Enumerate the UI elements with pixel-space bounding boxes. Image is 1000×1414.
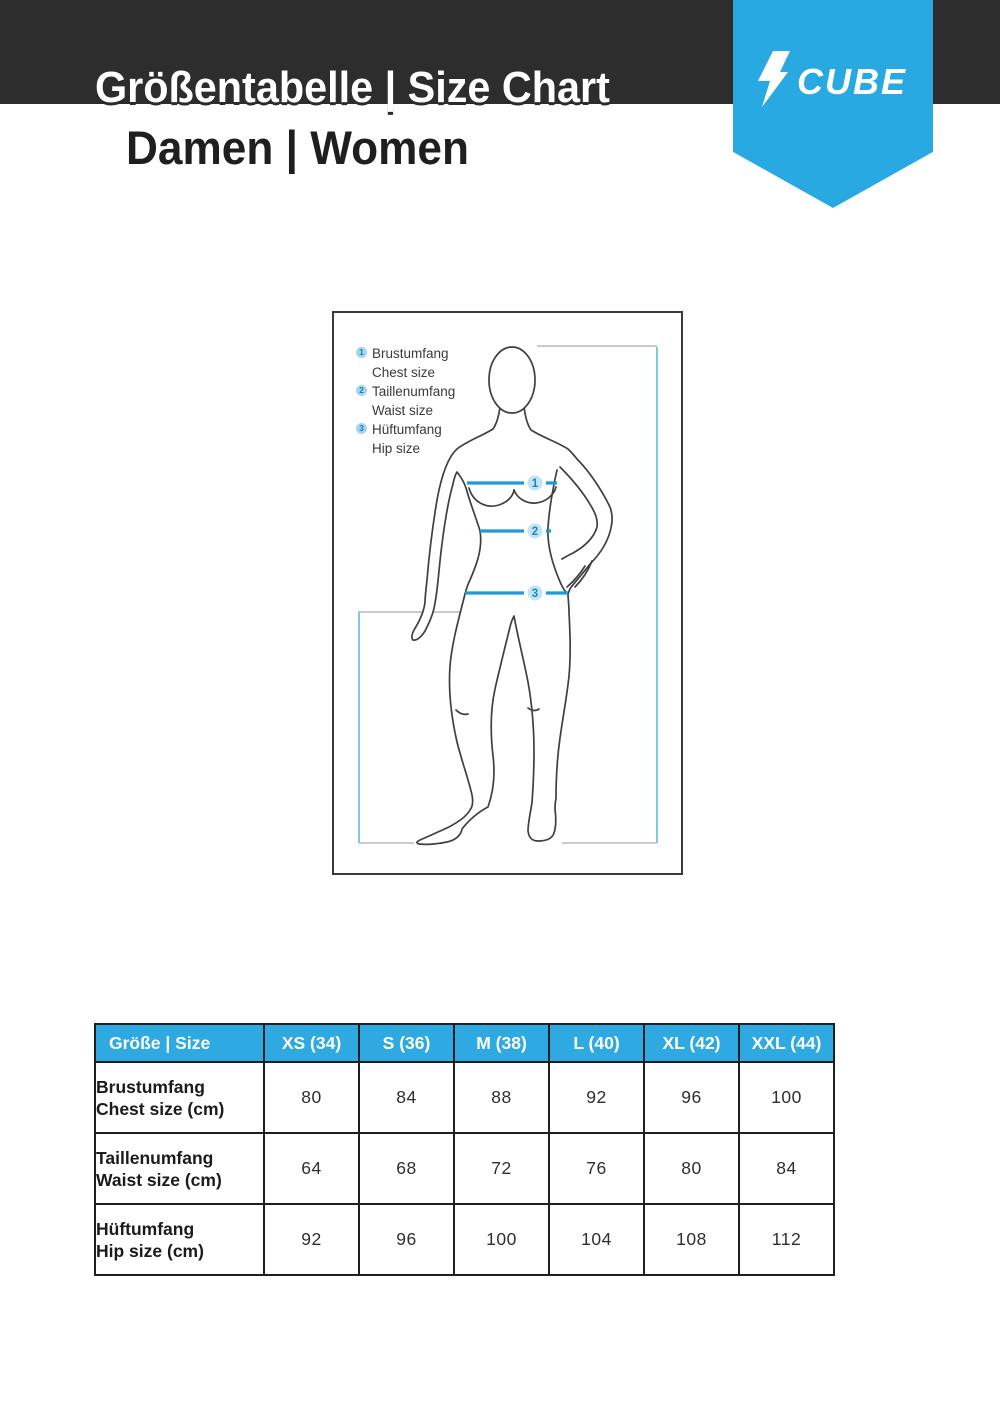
table-row-waist — [95, 1133, 834, 1204]
header-cell-size-label: Größe | Size — [95, 1024, 264, 1062]
legend-label-de: Brustumfang — [372, 346, 449, 361]
chest-marker-number: 1 — [531, 478, 539, 490]
cell-chest-xxl: 100 — [739, 1062, 834, 1133]
page-title: Größentabelle | Size Chart — [95, 63, 610, 112]
cube-logo — [755, 50, 911, 108]
cell-hip-m: 100 — [454, 1204, 549, 1275]
cell-chest-l: 92 — [549, 1062, 644, 1133]
cell-waist-m: 72 — [454, 1133, 549, 1204]
legend-item-hip — [356, 420, 455, 458]
size-table — [94, 1023, 835, 1276]
cell-chest-xl: 96 — [644, 1062, 739, 1133]
row-label-en: Hip size (cm) — [96, 1240, 204, 1261]
row-label-en: Waist size (cm) — [96, 1169, 222, 1190]
legend-label-en: Chest size — [372, 365, 436, 380]
waist-marker-number: 2 — [531, 526, 539, 538]
legend-number-icon: 1 — [356, 347, 367, 358]
brand-ribbon — [733, 0, 933, 208]
row-label — [95, 1062, 264, 1133]
row-label-de: Hüftumfang — [96, 1218, 195, 1239]
header-cell-l: L (40) — [549, 1024, 644, 1062]
cell-waist-s: 68 — [359, 1133, 454, 1204]
header-cell-m: M (38) — [454, 1024, 549, 1062]
cell-hip-xl: 108 — [644, 1204, 739, 1275]
table-row-chest — [95, 1062, 834, 1133]
legend-label-de: Taillenumfang — [372, 384, 456, 399]
legend-item-waist — [356, 382, 455, 420]
row-label-de: Taillenumfang — [96, 1147, 214, 1168]
hip-marker-number: 3 — [531, 588, 539, 600]
row-label — [95, 1133, 264, 1204]
legend-label-de: Hüftumfang — [372, 422, 442, 437]
cube-bolt-icon — [758, 51, 790, 107]
cell-hip-xxl: 112 — [739, 1204, 834, 1275]
table-row-hip — [95, 1204, 834, 1275]
cell-hip-xs: 92 — [264, 1204, 359, 1275]
cube-wordmark: CUBE — [797, 61, 908, 102]
page-subtitle: Damen | Women — [126, 121, 469, 174]
legend-number-icon: 3 — [356, 423, 367, 434]
legend-number-icon: 2 — [356, 385, 367, 396]
legend-label-en: Waist size — [372, 403, 434, 418]
measurement-diagram-panel — [332, 311, 683, 875]
row-label — [95, 1204, 264, 1275]
cell-waist-xs: 64 — [264, 1133, 359, 1204]
figure-legend — [356, 344, 455, 458]
size-table-header-row — [95, 1024, 834, 1062]
header-cell-xxl: XXL (44) — [739, 1024, 834, 1062]
header-cell-xl: XL (42) — [644, 1024, 739, 1062]
legend-label-en: Hip size — [372, 441, 421, 456]
cell-waist-xxl: 84 — [739, 1133, 834, 1204]
cell-waist-l: 76 — [549, 1133, 644, 1204]
cell-chest-m: 88 — [454, 1062, 549, 1133]
cell-waist-xl: 80 — [644, 1133, 739, 1204]
row-label-de: Brustumfang — [96, 1076, 205, 1097]
cell-hip-s: 96 — [359, 1204, 454, 1275]
legend-item-chest — [356, 344, 455, 382]
cell-hip-l: 104 — [549, 1204, 644, 1275]
cell-chest-xs: 80 — [264, 1062, 359, 1133]
row-label-en: Chest size (cm) — [96, 1098, 225, 1119]
header-cell-s: S (36) — [359, 1024, 454, 1062]
cell-chest-s: 84 — [359, 1062, 454, 1133]
header-cell-xs: XS (34) — [264, 1024, 359, 1062]
